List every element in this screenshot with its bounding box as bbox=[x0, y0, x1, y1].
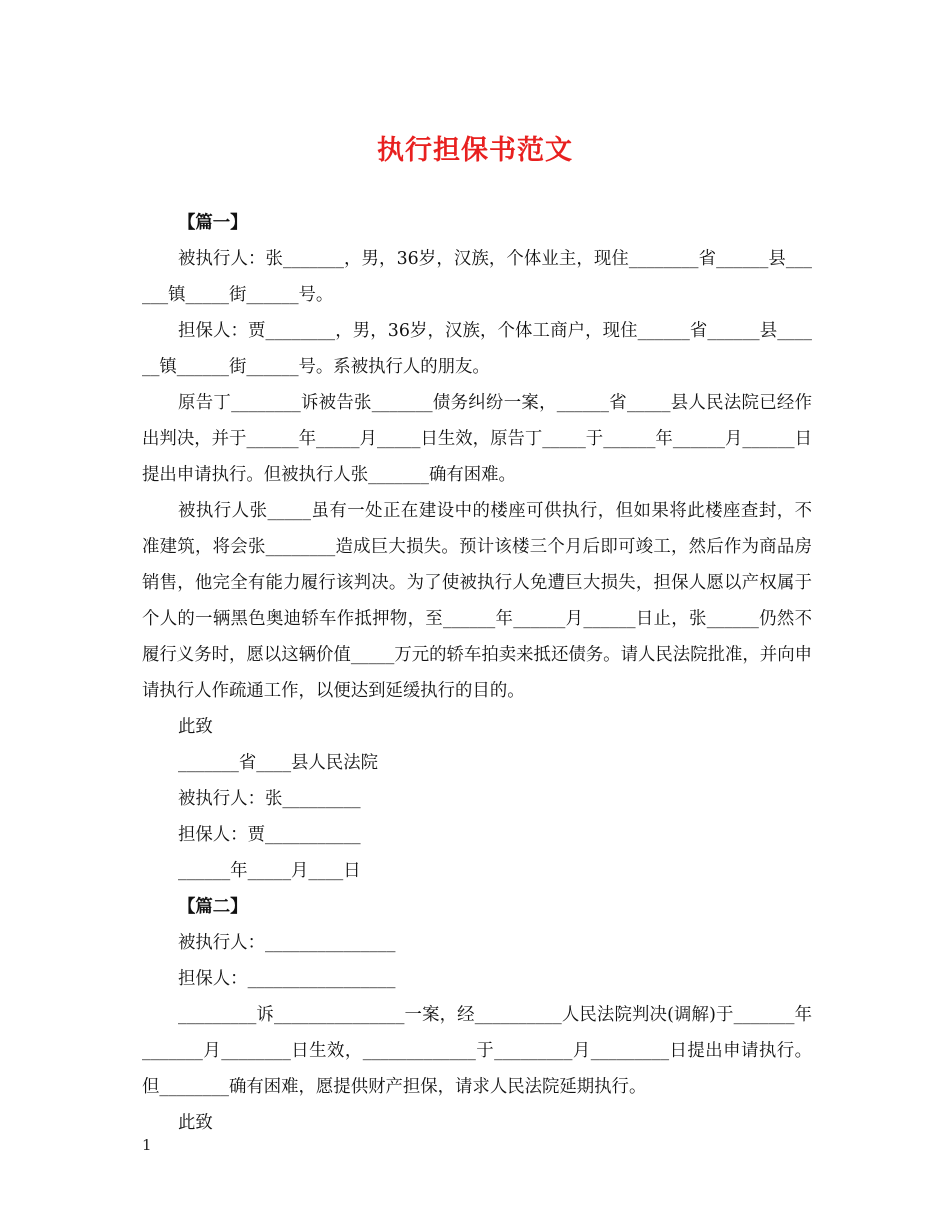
paragraph-guarantor: 担保人：贾________，男，36岁，汉族，个体工商户，现住______省______县______镇______街______号。系被执行人的朋友。 bbox=[142, 321, 812, 377]
closing-salutation: 此致 bbox=[178, 717, 213, 737]
document-body bbox=[142, 205, 812, 1141]
signature-date: ______年_____月____日 bbox=[178, 861, 361, 881]
paragraph-judgment-debtor: 被执行人：张_______，男，36岁，汉族，个体业主，现住________省______县______镇_____街______号。 bbox=[142, 249, 812, 305]
paragraph-guarantee-terms: 被执行人张_____虽有一处正在建设中的楼座可供执行，但如果将此楼座查封，不准建筑，将会张________造成巨大损失。预计该楼三个月后即可竣工，然后作为商品房销售，他完全有能力履行该判决。为了使被执行人免遭巨大损失，担保人愿以产权属于个人的一辆黑色奥迪轿车作抵押物，至______年______月______日止，张______仍然不履行义务时，愿以这辆价值_____万元的轿车拍卖来抵还债务。请人民法院批准，并向申请执行人作疏通工作，以便达到延缓执行的目的。 bbox=[142, 501, 812, 701]
document-title: 执行担保书范文 bbox=[377, 135, 573, 166]
signature-debtor: 被执行人：张_________ bbox=[178, 789, 361, 809]
section-heading-2: 【篇二】 bbox=[178, 897, 248, 917]
signature-guarantor: 担保人：贾___________ bbox=[178, 825, 361, 845]
paragraph-case-background: 原告丁________诉被告张_______债务纠纷一案，______省_____县人民法院已经作出判决，并于______年_____月_____日生效，原告丁_____于______年______月______日提出申请执行。但被执行人张_______确有困难。 bbox=[142, 393, 812, 485]
field-guarantor: 担保人：_________________ bbox=[178, 969, 396, 989]
page-number: 1 bbox=[142, 1136, 152, 1154]
paragraph-case-request: _________诉_______________一案，经__________人民法院判决(调解)于_______年_______月________日生效，_____________于_________月_________日提出申请执行。但________确有困难，愿提供财产担保，请求人民法院延期执行。 bbox=[142, 1005, 812, 1097]
addressee-court: _______省____县人民法院 bbox=[178, 753, 378, 773]
field-judgment-debtor: 被执行人：_______________ bbox=[178, 933, 396, 953]
closing-salutation-2: 此致 bbox=[178, 1113, 213, 1133]
section-heading-1: 【篇一】 bbox=[178, 213, 248, 233]
